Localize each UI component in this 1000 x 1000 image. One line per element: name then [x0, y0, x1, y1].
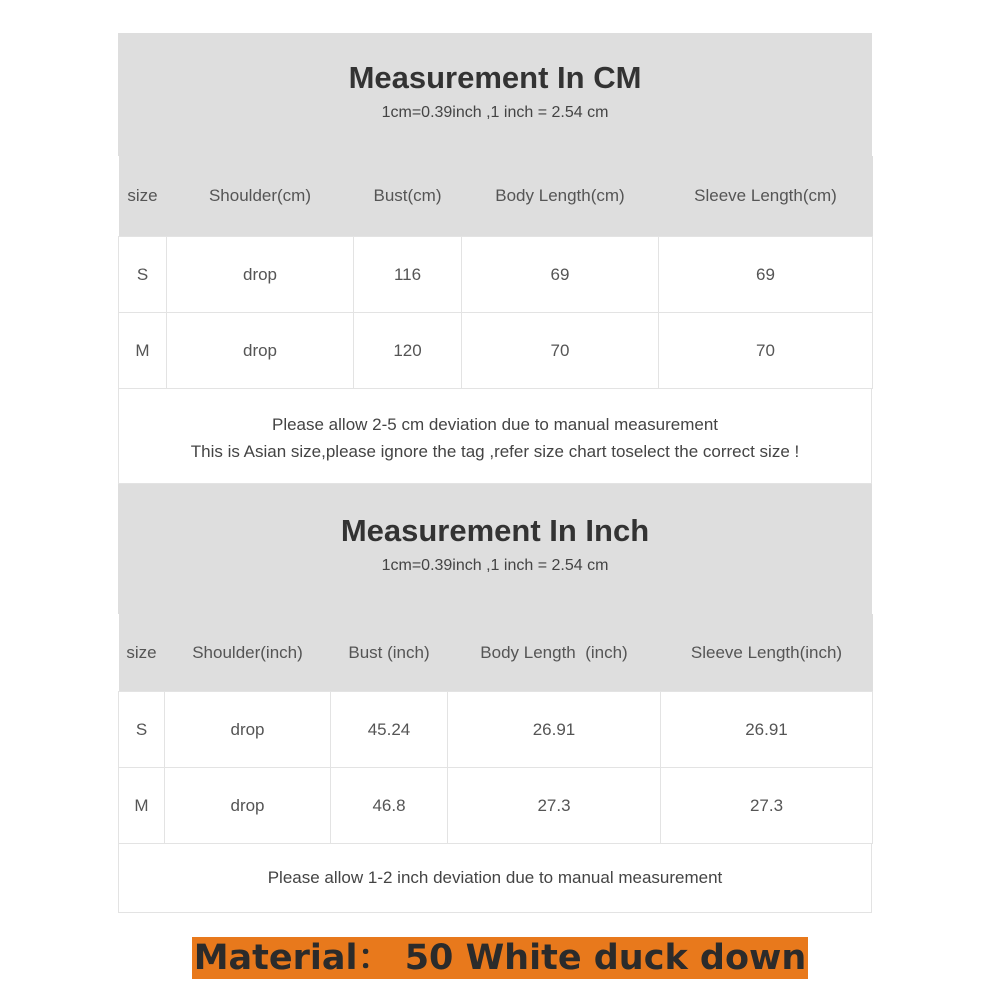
inch-section-title: Measurement In Inch [340, 513, 650, 548]
cm-note-line-2: This is Asian size,please ignore the tag ,refer size chart toselect the correct size ! [190, 442, 800, 461]
header-shoulder: Shoulder(inch) [165, 614, 331, 692]
size-chart [118, 33, 872, 913]
inch-section-header [118, 484, 872, 614]
header-sleeve-length: Sleeve Length(inch) [661, 614, 873, 692]
inch-conversion-note: 1cm=0.39inch ,1 inch = 2.54 cm [381, 557, 609, 574]
material-banner [0, 937, 1000, 979]
table-row [119, 237, 873, 313]
cell-size: M [119, 313, 167, 389]
header-body-length: Body Length(cm) [462, 156, 659, 237]
table-header-row [119, 156, 873, 237]
cell-bust: 120 [354, 313, 462, 389]
cell-shoulder: drop [165, 692, 331, 768]
cell-sleeve-length: 27.3 [661, 768, 873, 844]
cm-conversion-note: 1cm=0.39inch ,1 inch = 2.54 cm [381, 104, 609, 121]
cm-size-table [118, 156, 873, 389]
table-row [119, 313, 873, 389]
cell-size: S [119, 692, 165, 768]
cell-size: M [119, 768, 165, 844]
header-bust: Bust (inch) [331, 614, 448, 692]
inch-deviation-note: Please allow 1-2 inch deviation due to manual measurement [118, 844, 872, 913]
header-size: size [119, 156, 167, 237]
cm-deviation-note [118, 389, 872, 484]
table-row [119, 768, 873, 844]
cm-section-header [118, 33, 872, 156]
cell-sleeve-length: 69 [659, 237, 873, 313]
header-bust: Bust(cm) [354, 156, 462, 237]
material-value: 50 White duck down [404, 938, 807, 978]
cell-body-length: 70 [462, 313, 659, 389]
table-header-row [119, 614, 873, 692]
material-label-text: Material： [193, 938, 393, 978]
cell-body-length: 69 [462, 237, 659, 313]
inch-size-table [118, 614, 873, 844]
cell-shoulder: drop [167, 313, 354, 389]
cell-sleeve-length: 26.91 [661, 692, 873, 768]
header-sleeve-length: Sleeve Length(cm) [659, 156, 873, 237]
cm-section-title: Measurement In CM [348, 60, 642, 95]
cell-bust: 45.24 [331, 692, 448, 768]
cell-body-length: 27.3 [448, 768, 661, 844]
cell-shoulder: drop [165, 768, 331, 844]
table-row [119, 692, 873, 768]
header-size: size [119, 614, 165, 692]
cell-body-length: 26.91 [448, 692, 661, 768]
header-shoulder: Shoulder(cm) [167, 156, 354, 237]
cell-shoulder: drop [167, 237, 354, 313]
cell-sleeve-length: 70 [659, 313, 873, 389]
cell-size: S [119, 237, 167, 313]
cell-bust: 46.8 [331, 768, 448, 844]
header-body-length: Body Length (inch) [448, 614, 661, 692]
material-label [192, 937, 809, 979]
cell-bust: 116 [354, 237, 462, 313]
cm-note-line-1: Please allow 2-5 cm deviation due to manual measurement [271, 415, 719, 434]
